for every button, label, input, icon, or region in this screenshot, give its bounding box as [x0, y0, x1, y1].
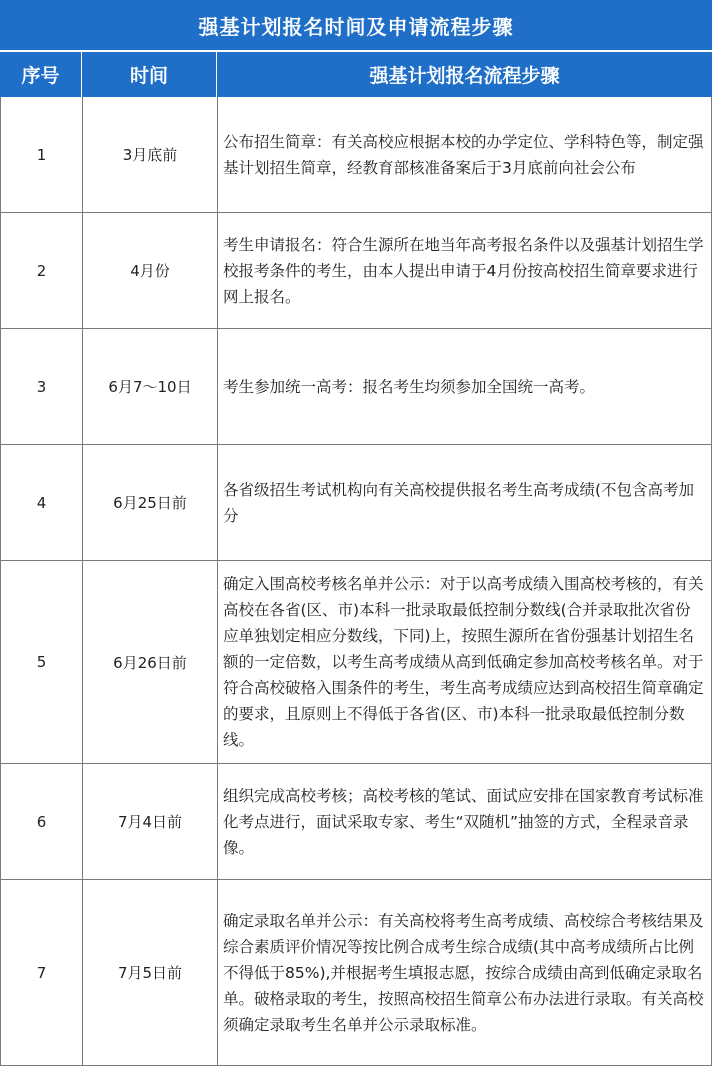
row-number: 2 [0, 213, 82, 328]
row-description [217, 880, 712, 1065]
header-time: 时间 [82, 52, 217, 97]
row-description-text: 确定录取名单并公示：有关高校将考生高考成绩、高校综合考核结果及综合素质评价情况等按比例合成考生综合成绩(其中高考成绩所占比例不得低于85%),并根据考生填报志愿，按综合成绩由高到低确定录取名单。破格录取的考生，按照高校招生简章公布办法进行录取。有关高校须确定录取考生名单并公示录取标准。 [223, 911, 704, 1034]
row-description [217, 764, 712, 879]
row-number: 1 [0, 97, 82, 212]
header-number: 序号 [0, 52, 82, 97]
table-title: 强基计划报名时间及申请流程步骤 [0, 0, 712, 52]
row-time: 7月4日前 [82, 764, 217, 879]
row-description-text: 公布招生简章：有关高校应根据本校的办学定位、学科特色等，制定强基计划招生简章，经教育部核准备案后于3月底前向社会公布 [223, 132, 704, 177]
row-time: 7月5日前 [82, 880, 217, 1065]
table-row [0, 97, 712, 213]
row-time: 3月底前 [82, 97, 217, 212]
row-time: 4月份 [82, 213, 217, 328]
row-description-text: 确定入围高校考核名单并公示：对于以高考成绩入围高校考核的，有关高校在各省(区、市)本科一批录取最低控制分数线(合并录取批次省份应单独划定相应分数线，下同)上，按照生源所在省份强基计划招生名额的一定倍数，以考生高考成绩从高到低确定参加高校考核名单。对于符合高校破格入围条件的考生，考生高考成绩应达到高校招生简章确定的要求，且原则上不得低于各省(区、市)本科一批录取最低控制分数线。 [223, 575, 704, 749]
row-description-text: 考生申请报名：符合生源所在地当年高考报名条件以及强基计划招生学校报考条件的考生，由本人提出申请于4月份按高校招生简章要求进行网上报名。 [223, 235, 704, 306]
row-number: 4 [0, 445, 82, 560]
row-time: 6月25日前 [82, 445, 217, 560]
table-row [0, 329, 712, 445]
table-row [0, 213, 712, 329]
row-number: 7 [0, 880, 82, 1065]
row-description [217, 329, 712, 444]
row-number: 5 [0, 561, 82, 763]
row-description [217, 445, 712, 560]
header-row [0, 52, 712, 97]
row-number: 3 [0, 329, 82, 444]
header-steps: 强基计划报名流程步骤 [369, 65, 560, 87]
row-description [217, 561, 712, 763]
row-number: 6 [0, 764, 82, 879]
row-time: 6月7～10日 [82, 329, 217, 444]
row-time: 6月26日前 [82, 561, 217, 763]
table-row [0, 561, 712, 764]
table-row [0, 880, 712, 1066]
row-description-text: 各省级招生考试机构向有关高校提供报名考生高考成绩(不包含高考加分 [223, 480, 695, 525]
row-description [217, 97, 712, 212]
table-row [0, 764, 712, 880]
row-description [217, 213, 712, 328]
row-description-text: 组织完成高校考核；高校考核的笔试、面试应安排在国家教育考试标准化考点进行，面试采取专家、考生“双随机”抽签的方式，全程录音录像。 [223, 786, 704, 857]
row-description-text: 考生参加统一高考：报名考生均须参加全国统一高考。 [223, 377, 596, 396]
table-row [0, 445, 712, 561]
